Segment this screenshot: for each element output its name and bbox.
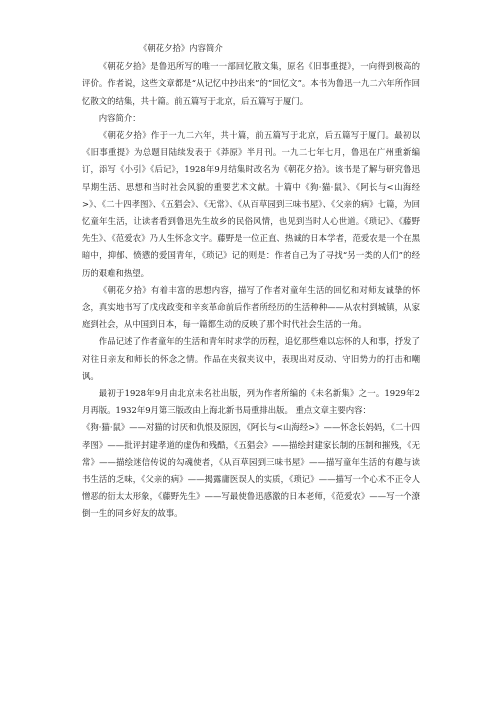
summary-paragraph: 《朝花夕拾》作于一九二六年，共十篇，前五篇写于北京，后五篇写于厦门。最初以《旧事重提》为总题目陆续发表于《莽原》半月刊。一九二七年七月，鲁迅在广州重新编订，添写《小引》《后记》，1928年9月结集时改名为《朝花夕拾》。该书是了解与研究鲁迅早期生活、思想和当时社会风貌的重要艺术文献。十篇中《狗·猫·鼠》、《阿长与<山海经>》、《二十四孝图》、《五猖会》、《无常》、《从百草园到三味书屋》、《父亲的病》七篇，为回忆童年生活，让读者看到鲁迅先生故乡的民俗风情，也见到当时人心世道。《琐记》、《藤野先生》、《范爱农》乃人生怀念文字。藤野是一位正直、热诚的日本学者，范爱农是一个在黑暗中，抑郁、愤懑的爱国青年，《琐记》记的则是：作者自己为了寻找“另一类的人们”的经历的艰难和热望。 bbox=[82, 130, 420, 278]
document-body bbox=[82, 40, 420, 523]
key-articles-paragraph: 《狗·猫·鼠》——对猫的讨厌和仇恨及原因，《阿长与<山海经>》——怀念长妈妈，《二十四孝图》——批评封建孝道的虚伪和残酷，《五猖会》——描绘封建家长制的压制和摧残，《无常》——描绘迷信传说的勾魂使者，《从百草园到三味书屋》——描写童年生活的有趣与读书生活的乏味，《父亲的病》——揭露庸医误人的实质，《琐记》——描写一个心术不正令人憎恶的衍太太形象，《藤野先生》——写最使鲁迅感激的日本老师，《范爱农》——写一个潦倒一生的同乡好友的故事。 bbox=[82, 422, 420, 519]
content-summary-label: 内容简介： bbox=[98, 112, 141, 123]
publication-paragraph: 最初于1928年9月由北京未名社出版，列为作者所编的《未名新集》之一。1929年2月再版。1932年9月第三版改由上海北新书局重排出版。 重点文章主要内容： bbox=[82, 388, 420, 416]
content-paragraph: 作品记述了作者童年的生活和青年时求学的历程，追忆那些难以忘怀的人和事，抒发了对往日亲友和师长的怀念之情。作品在夹叙夹议中，表现出对反动、守旧势力的打击和嘲讽。 bbox=[82, 336, 420, 381]
theme-paragraph: 《朝花夕拾》有着丰富的思想内容，描写了作者对童年生活的回忆和对师友诚挚的怀念，真实地书写了戊戌政变和辛亥革命前后作者所经历的生活种种——从农村到城镇，从家庭到社会，从中国到日本，每一篇都生动的反映了那个时代社会生活的一角。 bbox=[82, 284, 420, 330]
intro-paragraph: 《朝花夕拾》是鲁迅所写的唯一一部回忆散文集，原名《旧事重提》，一向得到极高的评价。作者说，这些文章都是“从记忆中抄出来”的“回忆文”。本书为鲁迅一九二六年所作回忆散文的结集，共十篇。前五篇写于北京，后五篇写于厦门。 bbox=[82, 61, 420, 106]
document-title: 《朝花夕拾》内容简介 bbox=[139, 43, 223, 53]
